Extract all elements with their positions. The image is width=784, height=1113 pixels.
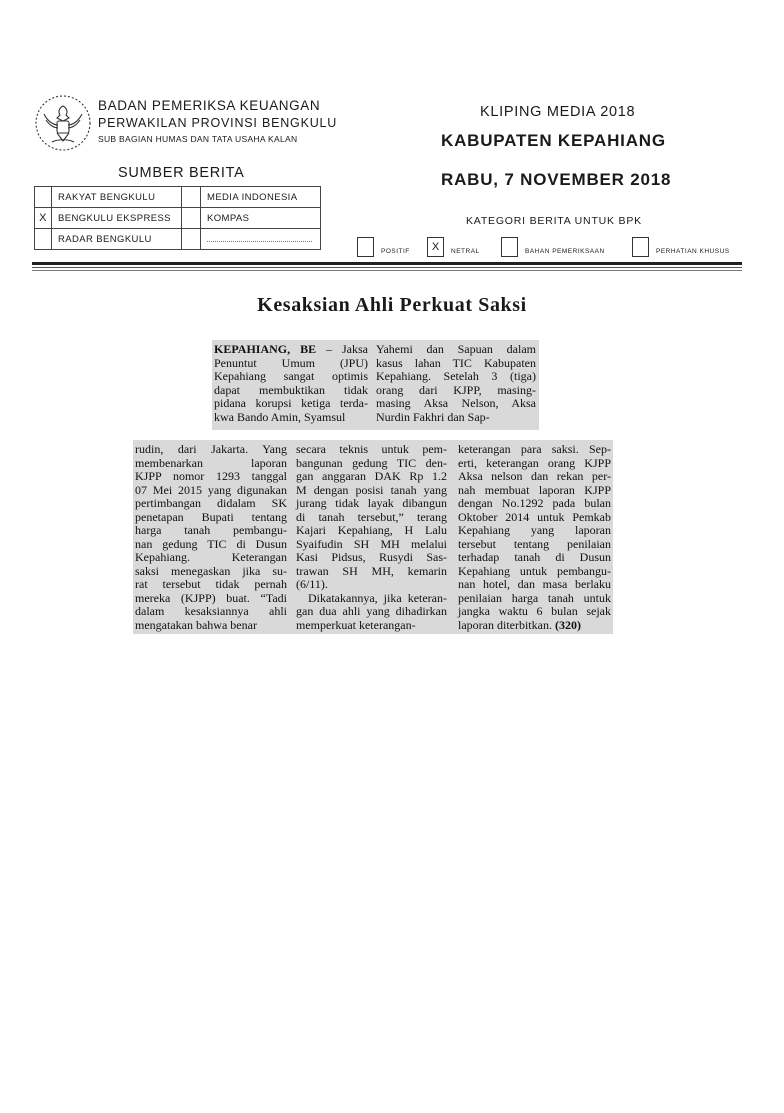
article-line: kasus lahan TIC Kabupaten [376, 355, 536, 370]
article-line: Kajari Kepahiang, H Lalu [296, 523, 447, 537]
source-label: BENGKULU EKSPRESS [52, 208, 182, 229]
article-line: penetapan Bupati tentang [135, 509, 287, 524]
kategori-netral[interactable] [427, 235, 480, 257]
org-name-line1: BADAN PEMERIKSA KEUANGAN [98, 98, 321, 113]
source-label: RAKYAT BENGKULU [52, 187, 182, 208]
garuda-emblem-icon [32, 92, 94, 154]
article-column [214, 343, 368, 424]
source-checkbox[interactable] [182, 187, 201, 208]
article-line: dalam kesaksiannya ahli [135, 604, 287, 618]
article-line: di tanah tersebut,” terang [296, 509, 447, 524]
article-line: Penuntut Umum (JPU) [214, 355, 368, 370]
kategori-perhatian-khusus[interactable] [632, 235, 730, 257]
article-clip-top [212, 340, 539, 430]
source-label: KOMPAS [201, 208, 321, 229]
checkbox[interactable] [357, 237, 374, 257]
article-line: Syaifudin SH MH melalui [296, 536, 447, 551]
article-line: KJPP nomor 1293 tanggal [135, 469, 287, 483]
article-line: Kepahiang yang laporan [458, 523, 611, 537]
article-column [458, 443, 611, 632]
sumber-berita-title: SUMBER BERITA [118, 165, 245, 181]
article-line: Kepahiang. Setelah 3 (tiga) [376, 369, 536, 383]
org-name-line2: PERWAKILAN PROVINSI BENGKULU [98, 116, 338, 130]
article-line: secara teknis untuk pem- [296, 442, 447, 456]
article-line: mengatakan bahwa benar [135, 617, 257, 632]
article-line: keterangan para saksi. Sep- [458, 442, 611, 456]
source-checkbox[interactable] [182, 229, 201, 250]
date-title: RABU, 7 NOVEMBER 2018 [441, 170, 672, 189]
article-headline: Kesaksian Ahli Perkuat Saksi [257, 294, 527, 316]
article-line: Yahemi dan Sapuan dalam [376, 342, 536, 356]
article-line: pertimbangan didalam SK [135, 496, 287, 510]
source-checkbox[interactable] [35, 229, 52, 250]
kliping-title: KLIPING MEDIA 2018 [480, 104, 636, 120]
kabupaten-title: KABUPATEN KEPAHIANG [441, 131, 666, 150]
sumber-berita-table [34, 186, 321, 250]
article-line: laporan diterbitkan. (320) [458, 617, 581, 632]
article-line: Aksa nelson dan rekan per- [458, 469, 611, 483]
source-checkbox[interactable]: X [35, 208, 52, 229]
article-line: saksi menegaskan jika su- [135, 563, 287, 578]
article-line: membenarkan laporan [135, 455, 287, 470]
article-line: Kepahiang untuk pembangu- [458, 563, 611, 578]
checkbox[interactable] [632, 237, 649, 257]
article-clip-bottom [133, 440, 613, 634]
dotted-line [207, 233, 312, 242]
article-line: (6/11). [296, 577, 328, 591]
article-line: masing Aksa Nelson, Aksa [376, 396, 536, 410]
article-line: Kepahiang sangat optimis [214, 369, 368, 383]
article-line: kwa Bando Amin, Syamsul [214, 409, 346, 424]
source-blank-field[interactable] [201, 229, 321, 250]
article-line: gan anggaran DAK Rp 1.2 [296, 469, 447, 483]
article-line: Nurdin Fakhri dan Sap- [376, 409, 490, 424]
header-divider [32, 267, 742, 268]
article-column [296, 443, 447, 632]
article-line: mereka (KJPP) buat. “Tadi [135, 590, 287, 605]
article-line: Kasi Pidsus, Rusydi Sas- [296, 550, 447, 564]
checkbox[interactable]: X [427, 237, 444, 257]
header-divider [32, 262, 742, 265]
article-column [135, 443, 287, 632]
kategori-title: KATEGORI BERITA UNTUK BPK [466, 215, 642, 227]
article-line: tersebut tentang penilaian [458, 536, 611, 551]
checkbox-label: PERHATIAN KHUSUS [656, 248, 730, 255]
article-line: nan hotel, dan masa berlaku [458, 577, 611, 591]
checkbox-label: NETRAL [451, 248, 480, 255]
table-row [35, 229, 321, 250]
org-name-line3: SUB BAGIAN HUMAS DAN TATA USAHA KALAN [98, 134, 298, 144]
checkbox-label: POSITIF [381, 248, 410, 255]
article-line: gan dua ahli yang dihadirkan [296, 604, 447, 618]
header-divider [32, 270, 742, 271]
article-line: Oktober 2014 untuk Pemkab [458, 509, 611, 524]
article-line: orang dari KJPP, masing- [376, 382, 536, 397]
article-line: memperkuat keterangan- [296, 617, 416, 632]
article-line: terhadap tanah di Dusun [458, 550, 611, 564]
article-line: KEPAHIANG, BE – Jaksa [214, 342, 369, 356]
article-line: Dikatakannya, jika keteran- [296, 590, 447, 605]
article-line: erti, keterangan orang KJPP [458, 455, 611, 470]
article-line: nan gedung TIC di Dusun [135, 536, 287, 551]
checkbox[interactable] [501, 237, 518, 257]
article-line: nah membuat laporan KJPP [458, 482, 611, 497]
article-line: bangunan gedung TIC den- [296, 455, 447, 470]
table-row [35, 208, 321, 229]
article-column [376, 343, 536, 424]
article-line: harga tanah pembangu- [135, 523, 287, 537]
checkbox-label: BAHAN PEMERIKSAAN [525, 248, 605, 255]
article-line: rat tersebut tidak pernah [135, 577, 287, 591]
source-checkbox[interactable] [182, 208, 201, 229]
article-line: jurang tidak layak dibangun [296, 496, 447, 510]
article-line: pidana korupsi ketiga terda- [214, 396, 368, 410]
article-line: rudin, dari Jakarta. Yang [135, 442, 287, 456]
article-line: jangka waktu 6 bulan sejak [458, 604, 611, 618]
kategori-bahan-pemeriksaan[interactable] [501, 235, 605, 257]
article-line: Kepahiang. Keterangan [135, 550, 287, 564]
source-label: MEDIA INDONESIA [201, 187, 321, 208]
article-line: M dengan posisi tanah yang [296, 482, 447, 497]
article-line: trawan SH MH, kemarin [296, 563, 447, 578]
article-line: dengan No.1292 pada bulan [458, 496, 611, 510]
article-line: penilaian harga tanah untuk [458, 590, 611, 605]
article-signoff: (320) [554, 617, 581, 632]
table-row [35, 187, 321, 208]
source-checkbox[interactable] [35, 187, 52, 208]
kategori-positif[interactable] [357, 235, 410, 257]
article-line: 07 Mei 2015 yang digunakan [135, 482, 287, 497]
article-line: dapat membuktikan tidak [214, 382, 368, 397]
source-label: RADAR BENGKULU [52, 229, 182, 250]
